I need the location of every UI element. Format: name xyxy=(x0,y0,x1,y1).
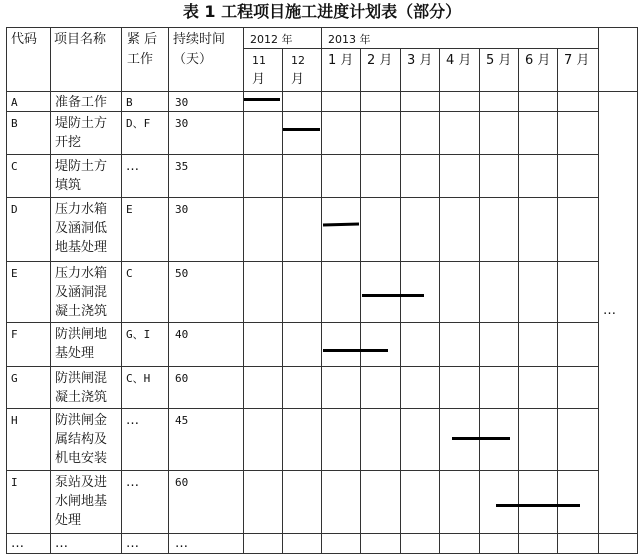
row-i-name-line3: 处理 xyxy=(55,513,82,528)
month-1: 1 月 xyxy=(328,53,354,68)
bar-task-i xyxy=(496,504,580,507)
month-2: 2 月 xyxy=(367,53,393,68)
row-d-name-line1: 压力水箱 xyxy=(55,202,108,217)
row-c-followers: … xyxy=(126,159,139,174)
row-g-followers: C、H xyxy=(126,372,151,385)
header-year-2013: 2013 年 xyxy=(328,33,371,46)
row-e-name-line2: 及涵洞混 xyxy=(55,285,108,300)
row-h-duration: 45 xyxy=(175,414,189,427)
row-b-name-line2: 开挖 xyxy=(55,135,82,150)
row-g-code: G xyxy=(11,372,18,385)
header-year-2012: 2012 年 xyxy=(250,33,293,46)
row-i-followers: … xyxy=(126,475,139,490)
month-3: 3 月 xyxy=(407,53,433,68)
bar-task-h xyxy=(452,437,510,440)
row-h-code: H xyxy=(11,414,18,427)
row-f-name-line1: 防洪闸地 xyxy=(55,327,108,342)
row-h-name-line1: 防洪闸金 xyxy=(55,413,108,428)
row-more-followers: … xyxy=(126,536,139,551)
month-7: 7 月 xyxy=(564,53,590,68)
row-e-name-line1: 压力水箱 xyxy=(55,266,108,281)
row-c-name-line2: 填筑 xyxy=(55,178,82,193)
header-followers-line1: 紧 后 xyxy=(127,32,158,47)
bar-task-b xyxy=(283,128,320,131)
bar-task-a xyxy=(244,98,280,101)
row-i-duration: 60 xyxy=(175,476,189,489)
header-code: 代码 xyxy=(11,32,38,47)
month-11-number: 11 xyxy=(252,54,266,67)
bar-task-f xyxy=(323,349,388,352)
row-f-followers: G、I xyxy=(126,328,151,341)
row-g-name-line2: 凝土浇筑 xyxy=(55,390,108,405)
row-e-duration: 50 xyxy=(175,267,189,280)
row-h-followers: … xyxy=(126,413,139,428)
month-6: 6 月 xyxy=(525,53,551,68)
month-12-unit: 月 xyxy=(291,72,305,87)
row-more-duration: … xyxy=(175,536,188,551)
row-more-name: … xyxy=(55,536,68,551)
row-d-duration: 30 xyxy=(175,203,189,216)
row-g-duration: 60 xyxy=(175,372,189,385)
row-i-name-line2: 水闸地基 xyxy=(55,494,108,509)
row-c-code: C xyxy=(11,160,18,173)
row-a-code: A xyxy=(11,96,18,109)
header-name: 项目名称 xyxy=(54,32,107,47)
row-e-code: E xyxy=(11,267,18,280)
bar-task-e xyxy=(362,294,424,297)
month-11-unit: 月 xyxy=(252,72,266,87)
row-a-duration: 30 xyxy=(175,96,189,109)
row-e-name-line3: 凝土浇筑 xyxy=(55,304,108,319)
row-c-duration: 35 xyxy=(175,160,189,173)
row-i-code: I xyxy=(11,476,18,489)
row-d-name-line3: 地基处理 xyxy=(55,240,108,255)
table-title: 表 1 工程项目施工进度计划表（部分） xyxy=(182,2,462,21)
row-f-code: F xyxy=(11,328,18,341)
row-a-name: 准备工作 xyxy=(55,95,108,110)
row-f-name-line2: 基处理 xyxy=(55,346,95,361)
header-duration-line2: （天） xyxy=(173,52,213,67)
row-b-name-line1: 堤防土方 xyxy=(55,116,108,131)
row-d-name-line2: 及涵洞低 xyxy=(55,221,108,236)
row-d-followers: E xyxy=(126,203,133,216)
row-b-code: B xyxy=(11,117,18,130)
row-d-code: D xyxy=(11,203,18,216)
extra-column-ellipsis: … xyxy=(603,303,616,318)
month-12-number: 12 xyxy=(291,54,305,67)
row-c-name-line1: 堤防土方 xyxy=(55,159,108,174)
row-h-name-line3: 机电安装 xyxy=(55,451,108,466)
row-a-followers: B xyxy=(126,96,133,109)
month-5: 5 月 xyxy=(486,53,512,68)
row-h-name-line2: 属结构及 xyxy=(55,432,108,447)
row-i-name-line1: 泵站及进 xyxy=(55,475,108,490)
header-duration-line1: 持续时间 xyxy=(173,32,226,47)
row-e-followers: C xyxy=(126,267,133,280)
row-b-duration: 30 xyxy=(175,117,189,130)
row-b-followers: D、F xyxy=(126,117,151,130)
row-more-code: … xyxy=(11,536,24,551)
month-4: 4 月 xyxy=(446,53,472,68)
header-followers-line2: 工作 xyxy=(127,52,154,67)
row-g-name-line1: 防洪闸混 xyxy=(55,371,108,386)
row-f-duration: 40 xyxy=(175,328,189,341)
